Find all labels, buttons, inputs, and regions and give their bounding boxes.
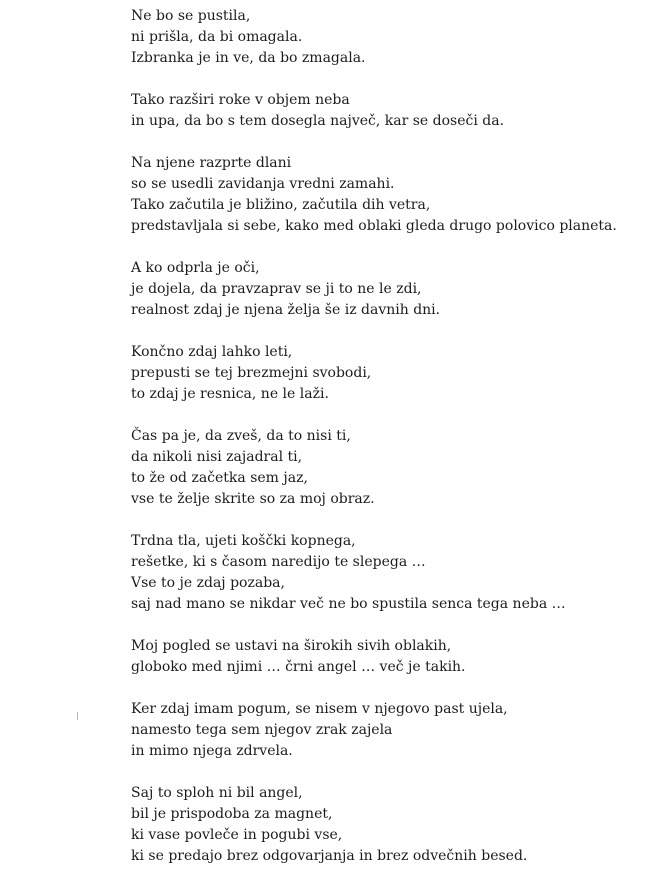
stanza	[131, 636, 646, 678]
poem-line: Trdna tla, ujeti koščki kopnega,	[131, 533, 356, 549]
poem-line: so se usedli zavidanja vredni zamahi.	[131, 176, 395, 192]
poem-line: Končno zdaj lahko leti,	[131, 344, 293, 360]
poem-line: namesto tega sem njegov zrak zajela	[131, 722, 393, 738]
poem-line: ni prišla, da bi omagala.	[131, 29, 303, 45]
poem-line: vse te želje skrite so za moj obraz.	[131, 491, 375, 507]
poem-line: A ko odprla je oči,	[131, 260, 260, 276]
poem-line: bil je prispodoba za magnet,	[131, 806, 333, 822]
poem-line: Čas pa je, da zveš, da to nisi ti,	[131, 428, 351, 444]
poem-line: in upa, da bo s tem dosegla največ, kar se doseči da.	[131, 113, 505, 129]
stanza	[131, 426, 646, 510]
poem-line: to že od začetka sem jaz,	[131, 470, 308, 486]
poem-line: da nikoli nisi zajadral ti,	[131, 449, 303, 465]
poem-line: realnost zdaj je njena želja še iz davnih dni.	[131, 302, 441, 318]
poem-line: Vse to je zdaj pozaba,	[131, 575, 285, 591]
stanza	[131, 783, 646, 867]
poem-line: globoko med njimi … črni angel … več je takih.	[131, 659, 466, 675]
poem-line: saj nad mano se nikdar več ne bo spustila senca tega neba …	[131, 596, 566, 612]
poem-line: Moj pogled se ustavi na širokih sivih oblakih,	[131, 638, 452, 654]
poem-line: Ker zdaj imam pogum, se nisem v njegovo past ujela,	[131, 701, 508, 717]
poem-line: Na njene razprte dlani	[131, 155, 292, 171]
stanza	[131, 342, 646, 405]
stanza	[131, 699, 646, 762]
poem-line: prepusti se tej brezmejni svobodi,	[131, 365, 372, 381]
poem-line: in mimo njega zdrvela.	[131, 743, 293, 759]
poem-line: Izbranka je in ve, da bo zmagala.	[131, 50, 366, 66]
poem-line: ki se predajo brez odgovarjanja in brez odvečnih besed.	[131, 848, 528, 864]
poem-line: Ne bo se pustila,	[131, 8, 251, 24]
stanza	[131, 90, 646, 132]
stanza	[131, 153, 646, 237]
poem-line: Tako razširi roke v objem neba	[131, 92, 350, 108]
poem-line: Tako začutila je bližino, začutila dih vetra,	[131, 197, 431, 213]
stanza	[131, 531, 646, 615]
poem-line: je dojela, da pravzaprav se ji to ne le zdi,	[131, 281, 422, 297]
poem-line: to zdaj je resnica, ne le laži.	[131, 386, 329, 402]
poem-line: rešetke, ki s časom naredijo te slepega …	[131, 554, 426, 570]
stanza	[131, 6, 646, 69]
poem-line: predstavljala si sebe, kako med oblaki gleda drugo polovico planeta.	[131, 218, 617, 234]
poem-line: ki vase povleče in pogubi vse,	[131, 827, 343, 843]
scan-mark	[77, 712, 78, 720]
poem-line: Saj to sploh ni bil angel,	[131, 785, 303, 801]
poem-text	[131, 6, 646, 888]
stanza	[131, 258, 646, 321]
